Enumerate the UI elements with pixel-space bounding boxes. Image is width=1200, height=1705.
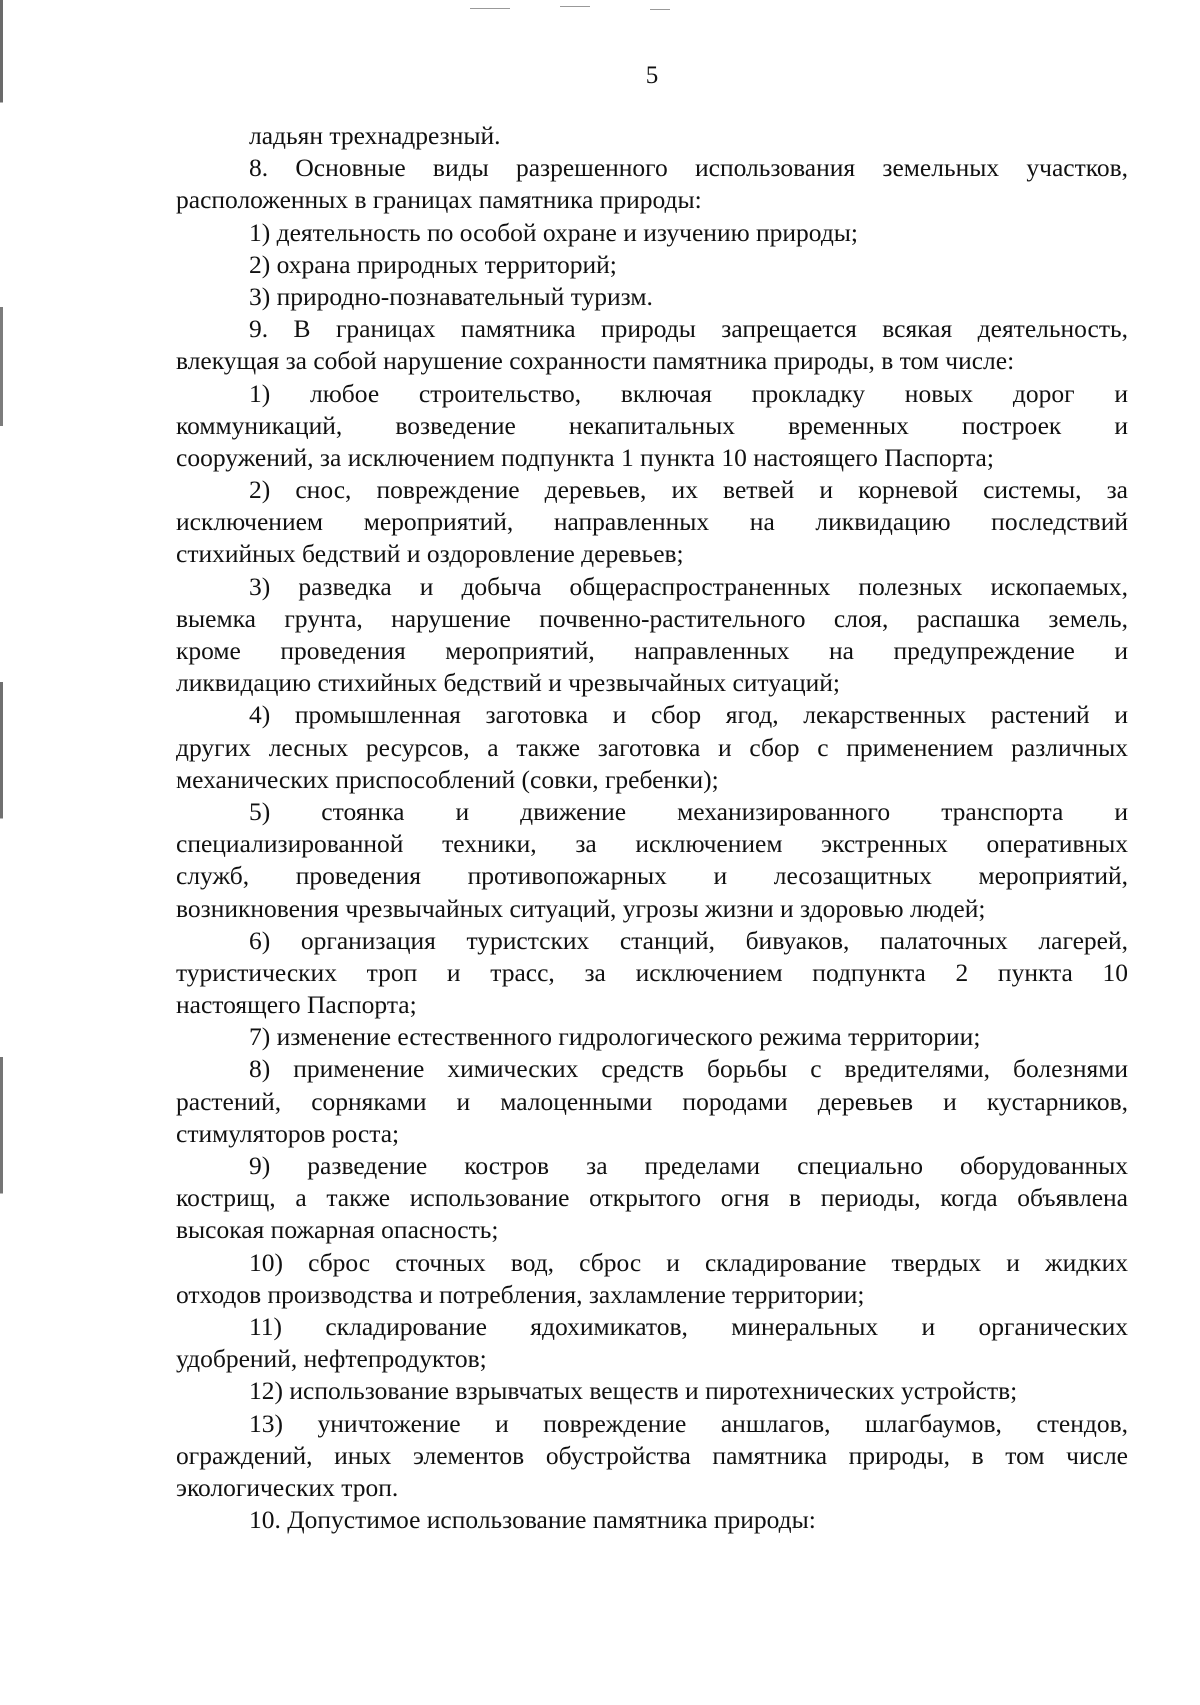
paragraph	[176, 249, 1128, 281]
document-body	[176, 120, 1128, 1536]
paragraph	[176, 1504, 1128, 1536]
paragraph	[176, 925, 1128, 1022]
paragraph	[176, 474, 1128, 571]
text-line: кострищ, а также использование открытого огня в периоды, когда объявлена	[176, 1183, 1128, 1213]
scan-edge	[0, 0, 3, 1705]
text-line: 11) складирование ядохимикатов, минеральных и органических	[249, 1311, 1128, 1341]
text-line: возникновения чрезвычайных ситуаций, угрозы жизни и здоровью людей;	[176, 893, 986, 923]
text-line: служб, проведения противопожарных и лесозащитных мероприятий,	[176, 861, 1128, 891]
page-number: 5	[645, 62, 659, 89]
scan-speck	[470, 8, 510, 9]
text-line: исключением мероприятий, направленных на ликвидацию последствий	[176, 507, 1128, 537]
paragraph	[176, 1053, 1128, 1150]
text-line: 9) разведение костров за пределами специально оборудованных	[249, 1151, 1128, 1180]
text-line: 6) организация туристских станций, бивуаков, палаточных лагерей,	[249, 925, 1128, 955]
text-line: туристических троп и трасс, за исключением подпункта 2 пункта 10	[176, 957, 1128, 987]
text-line: экологических троп.	[176, 1472, 399, 1502]
paragraph	[176, 1311, 1128, 1375]
paragraph	[176, 699, 1128, 796]
text-line: высокая пожарная опасность;	[176, 1215, 499, 1245]
paragraph	[176, 217, 1128, 249]
text-line: стимуляторов роста;	[176, 1118, 400, 1148]
paragraph	[176, 378, 1128, 475]
text-line: настоящего Паспорта;	[176, 990, 417, 1020]
text-line: 13) уничтожение и повреждение аншлагов, шлагбаумов, стендов,	[249, 1408, 1128, 1438]
text-line: 2) охрана природных территорий;	[249, 249, 617, 279]
text-line: механических приспособлений (совки, гребенки);	[176, 764, 719, 794]
paragraph	[176, 1375, 1128, 1407]
text-line: ладьян трехнадрезный.	[249, 121, 501, 150]
text-line: 8. Основные виды разрешенного использования земельных участков,	[249, 153, 1128, 183]
text-line: 2) снос, повреждение деревьев, их ветвей и корневой системы, за	[249, 475, 1128, 505]
paragraph	[176, 1150, 1128, 1247]
text-line: стихийных бедствий и оздоровление деревьев;	[176, 539, 684, 569]
paragraph	[176, 313, 1128, 377]
text-line: отходов производства и потребления, захламление территории;	[176, 1279, 865, 1309]
text-line: расположенных в границах памятника природы:	[176, 185, 702, 215]
text-line: 12) использование взрывчатых веществ и пиротехнических устройств;	[249, 1376, 1018, 1406]
scan-speck	[650, 9, 670, 10]
text-line: 10. Допустимое использование памятника природы:	[249, 1505, 816, 1535]
text-line: 1) деятельность по особой охране и изучению природы;	[249, 217, 859, 247]
text-line: 5) стоянка и движение механизированного транспорта и	[249, 796, 1128, 826]
text-line: 9. В границах памятника природы запрещается всякая деятельность,	[249, 314, 1128, 344]
text-line: растений, сорняками и малоценными породами деревьев и кустарников,	[176, 1086, 1128, 1116]
text-line: кроме проведения мероприятий, направленных на предупреждение и	[176, 636, 1128, 665]
paragraph	[176, 152, 1128, 216]
scan-speck	[560, 6, 590, 7]
text-line: 10) сброс сточных вод, сброс и складирование твердых и жидких	[249, 1247, 1128, 1277]
text-line: ограждений, иных элементов обустройства памятника природы, в том числе	[176, 1440, 1128, 1470]
paragraph	[176, 120, 1128, 152]
text-line: 1) любое строительство, включая прокладку новых дорог и	[249, 378, 1128, 408]
text-line: 8) применение химических средств борьбы с вредителями, болезнями	[249, 1054, 1128, 1084]
paragraph	[176, 571, 1128, 700]
text-line: выемка грунта, нарушение почвенно-растительного слоя, распашка земель,	[176, 603, 1128, 633]
paragraph	[176, 1408, 1128, 1505]
paragraph	[176, 796, 1128, 925]
text-line: 4) промышленная заготовка и сбор ягод, лекарственных растений и	[249, 700, 1128, 730]
text-line: 3) разведка и добыча общераспространенных полезных ископаемых,	[249, 571, 1128, 601]
text-line: коммуникаций, возведение некапитальных временных построек и	[176, 410, 1128, 440]
paragraph	[176, 1021, 1128, 1053]
text-line: других лесных ресурсов, а также заготовка и сбор с применением различных	[176, 732, 1128, 762]
text-line: сооружений, за исключением подпункта 1 пункта 10 настоящего Паспорта;	[176, 442, 994, 472]
text-line: специализированной техники, за исключением экстренных оперативных	[176, 829, 1128, 859]
paragraph	[176, 1247, 1128, 1311]
paragraph	[176, 281, 1128, 313]
text-line: ликвидацию стихийных бедствий и чрезвычайных ситуаций;	[176, 668, 840, 698]
text-line: влекущая за собой нарушение сохранности памятника природы, в том числе:	[176, 346, 1015, 376]
text-line: удобрений, нефтепродуктов;	[176, 1344, 487, 1374]
text-line: 3) природно-познавательный туризм.	[249, 281, 653, 311]
text-line: 7) изменение естественного гидрологического режима территории;	[249, 1022, 981, 1052]
